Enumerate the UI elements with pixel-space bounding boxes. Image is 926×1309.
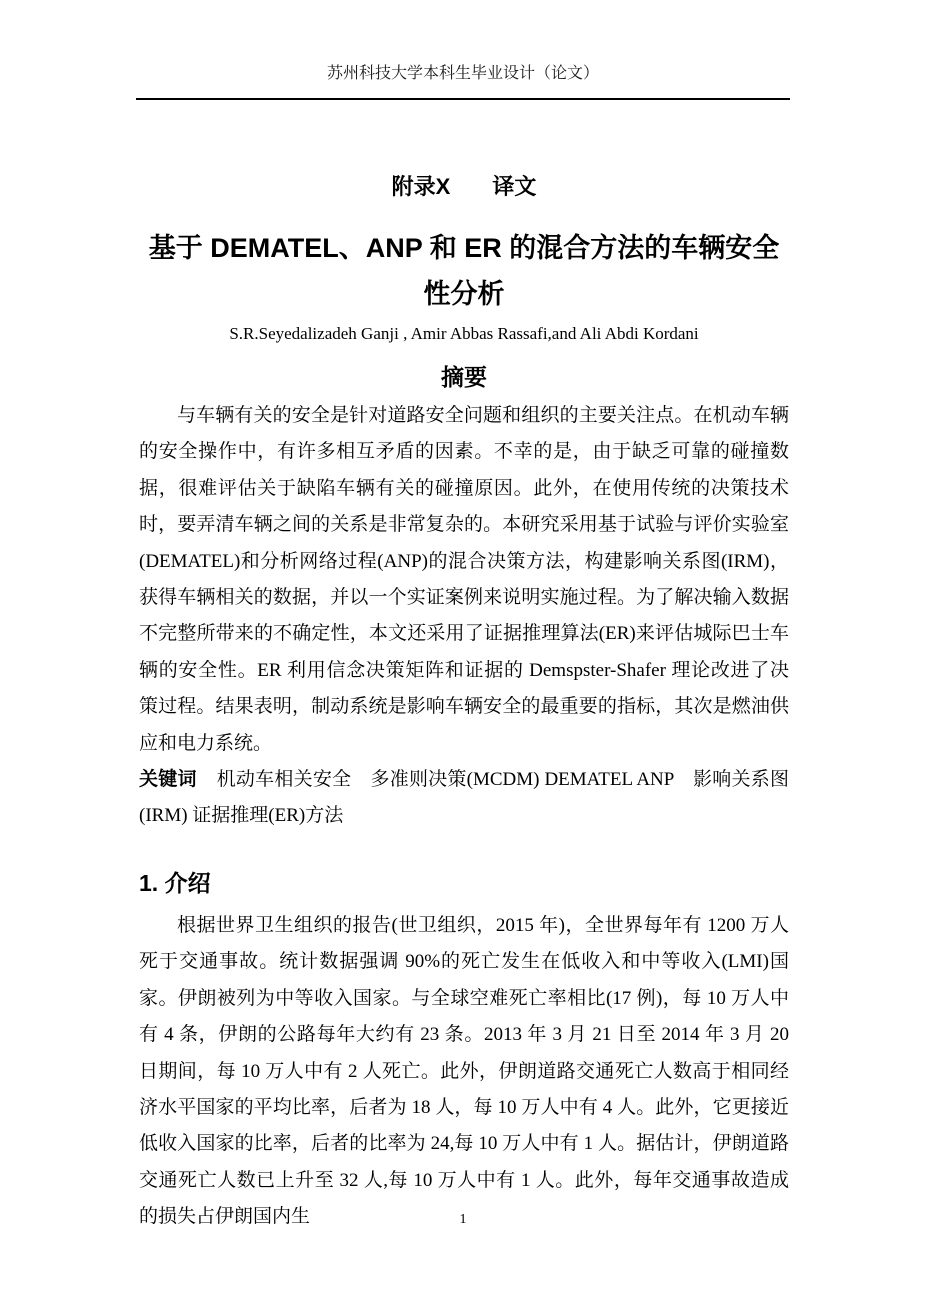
keywords-paragraph <box>139 762 789 835</box>
page-content <box>137 172 789 1236</box>
paper-title-line-1: 基于 DEMATEL、ANP 和 ER 的混合方法的车辆安全 <box>148 233 780 263</box>
keywords-text: 机动车相关安全 多准则决策(MCDM) DEMATEL ANP 影响关系图(IRM) 证据推理(ER)方法 <box>139 769 789 827</box>
page-number: 1 <box>459 1212 467 1227</box>
abstract-heading: 摘要 <box>441 364 487 390</box>
authors-line: S.R.Seyedalizadeh Ganji , Amir Abbas Rassafi,and Ali Abdi Kordani <box>229 324 699 343</box>
paper-title <box>139 225 789 317</box>
running-header: 苏州科技大学本科生毕业设计（论文） <box>326 65 599 82</box>
introduction-paragraph: 根据世界卫生组织的报告(世卫组织，2015 年)，全世界每年有 1200 万人死于交通事故。统计数据强调 90%的死亡发生在低收入和中等收入(LMI)国家。伊朗被列为中等收入国家。与全球空难死亡率相比(17 例)，每 10 万人中有 4 条，伊朗的公路每年大约有 23 条。2013 年 3 月 21 日至 2014 年 3 月 20 日期间，每 10 万人中有 2 人死亡。此外，伊朗道路交通死亡人数高于相同经济水平国家的平均比率，后者为 18 人，每 10 万人中有 4 人。此外，它更接近低收入国家的比率，后者的比率为 24,每 10 万人中有 1 人。据估计，伊朗道路交通死亡人数已上升至 32 人,每 10 万人中有 1 人。此外，每年交通事故造成的损失占伊朗国内生 <box>139 914 789 1228</box>
appendix-title: 译文 <box>492 174 537 199</box>
abstract-paragraph: 与车辆有关的安全是针对道路安全问题和组织的主要关注点。在机动车辆的安全操作中，有许多相互矛盾的因素。不幸的是，由于缺乏可靠的碰撞数据，很难评估关于缺陷车辆有关的碰撞原因。此外，在使用传统的决策技术时，要弄清车辆之间的关系是非常复杂的。本研究采用基于试验与评价实验室(DEMATEL)和分析网络过程(ANP)的混合决策方法，构建影响关系图(IRM)，获得车辆相关的数据，并以一个实证案例来说明实施过程。为了解决输入数据不完整所带来的不确定性，本文还采用了证据推理算法(ER)来评估城际巴士车辆的安全性。ER 利用信念决策矩阵和证据的 Demspster-Shafer 理论改进了决策过程。结果表明，制动系统是影响车辆安全的最重要的指标，其次是燃油供应和电力系统。 <box>139 405 789 754</box>
paper-title-line-2: 性分析 <box>423 279 505 309</box>
appendix-heading <box>139 172 789 202</box>
header-rule <box>136 98 790 100</box>
keywords-label: 关键词 <box>139 769 197 791</box>
appendix-label: 附录X <box>391 174 451 199</box>
section-heading-introduction: 1. 介绍 <box>139 869 211 896</box>
